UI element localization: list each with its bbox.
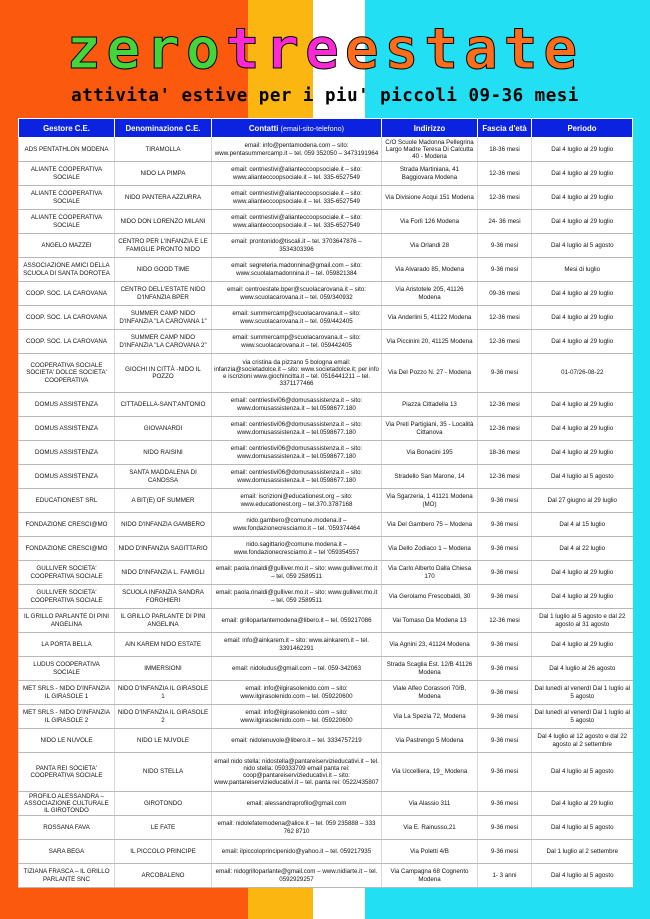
cell-periodo: 01-07/26-08-22 bbox=[532, 354, 633, 393]
table-row bbox=[19, 234, 633, 258]
table-row bbox=[19, 633, 633, 657]
cell-periodo: Dal 4 luglio al 29 luglio bbox=[532, 792, 633, 816]
cell-periodo: Dal lunedì al venerdì Dal 1 luglio al 5 agosto bbox=[532, 681, 633, 705]
header-contatti-note: (email-sito-telefono) bbox=[280, 123, 345, 133]
cell-contatti: via cristina da pizzano 5 bologna email: infanzia@societadolce.it – sito: www.societadolce.it; per info e iscrizioni www.giochincitta.it – tel. 0516441211 – tel. 3371177466 bbox=[212, 354, 382, 393]
table-header-row bbox=[19, 119, 633, 138]
cell-indirizzo: Via Piccinini 20, 41125 Modena bbox=[382, 330, 478, 354]
cell-periodo: Dal lunedì al venerdì Dal 1 luglio al 5 agosto bbox=[532, 705, 633, 729]
cell-denominazione: IL GRILLO PARLANTE DI PINI ANGELINA bbox=[115, 609, 212, 633]
header-denominazione: Denominazione C.E. bbox=[115, 119, 212, 138]
cell-contatti: email: centriestivi06@domusassistenza.it – sito: www.domusassistenza.it – tel.0598677.180 bbox=[212, 393, 382, 417]
cell-fascia: 9-36 mesi bbox=[478, 840, 532, 864]
table-row bbox=[19, 417, 633, 441]
cell-contatti: email: summercamp@scuolacarovana.it – sito: www.scuolacarovana.it – tel. 059442405 bbox=[212, 330, 382, 354]
cell-indirizzo: Via E. Rainusso,21 bbox=[382, 816, 478, 840]
cell-contatti: email: prontonido@tiscali.it – tel. 3703647876 – 3534303396 bbox=[212, 234, 382, 258]
cell-fascia: 9-36 mesi bbox=[478, 729, 532, 753]
cell-periodo: Dal 4 luglio al 29 luglio bbox=[532, 393, 633, 417]
cell-gestore: COOP. SOC. LA CAROVANA bbox=[19, 306, 115, 330]
cell-periodo: Dal 4 luglio al 29 luglio bbox=[532, 162, 633, 186]
table-row bbox=[19, 792, 633, 816]
cell-fascia: 12-36 mesi bbox=[478, 330, 532, 354]
cell-contatti: email: info@ilgirasolenido.com – sito: www.ilgirasolenido.com – tel. 059220600 bbox=[212, 705, 382, 729]
cell-gestore: GULLIVER SOCIETA' COOPERATIVA SOCIALE bbox=[19, 585, 115, 609]
cell-gestore: COOP. SOC. LA CAROVANA bbox=[19, 282, 115, 306]
cell-indirizzo: Via Poletti 4/B bbox=[382, 840, 478, 864]
cell-gestore: ASSOCIAZIONE AMICI DELLA SCUOLA DI SANTA DOROTEA bbox=[19, 258, 115, 282]
table-row bbox=[19, 489, 633, 513]
cell-contatti: email: grilloparlantemodena@libero.it – tel. 059217086 bbox=[212, 609, 382, 633]
cell-denominazione: LE FATE bbox=[115, 816, 212, 840]
cell-fascia: 12-36 mesi bbox=[478, 465, 532, 489]
cell-fascia: 9-36 mesi bbox=[478, 561, 532, 585]
cell-fascia: 9-36 mesi bbox=[478, 258, 532, 282]
table-row bbox=[19, 609, 633, 633]
cell-indirizzo: Via Bonacini 195 bbox=[382, 441, 478, 465]
cell-indirizzo: Via Alassio 311 bbox=[382, 792, 478, 816]
cell-gestore: DOMUS ASSISTENZA bbox=[19, 465, 115, 489]
cell-gestore: ALIANTE COOPERATIVA SOCIALE bbox=[19, 162, 115, 186]
cell-fascia: 12-36 mesi bbox=[478, 417, 532, 441]
cell-fascia: 12-36 mesi bbox=[478, 393, 532, 417]
header-gestore: Gestore C.E. bbox=[19, 119, 115, 138]
cell-denominazione: IMMERSIONI bbox=[115, 657, 212, 681]
cell-contatti: email: nidolefatemodena@alice.it – tel. 059 235888 – 333 762 8710 bbox=[212, 816, 382, 840]
cell-gestore: ANGELO MAZZEI bbox=[19, 234, 115, 258]
cell-indirizzo: C/O Scuole Madonna Pellegrina Largo Madre Teresa Di Calcutta 40 - Modena bbox=[382, 138, 478, 162]
cell-periodo: Dal 4 luglio al 29 luglio bbox=[532, 561, 633, 585]
cell-indirizzo: Strada Scaglia Est. 12/B 41126 Modena bbox=[382, 657, 478, 681]
cell-gestore: DOMUS ASSISTENZA bbox=[19, 441, 115, 465]
cell-fascia: 18-36 mesi bbox=[478, 441, 532, 465]
cell-contatti: email: paola.rinaldi@gulliver.mo.it – sito: www.gulliver.mo.it – tel. 059 2589511 bbox=[212, 561, 382, 585]
cell-periodo: Dal 4 luglio al 5 agosto bbox=[532, 864, 633, 888]
cell-fascia: 9-36 mesi bbox=[478, 234, 532, 258]
cell-denominazione: CITTADELLA-SANT'ANTONIO bbox=[115, 393, 212, 417]
cell-periodo: Dal 4 luglio al 29 luglio bbox=[532, 186, 633, 210]
cell-periodo: Dal 4 luglio al 29 luglio bbox=[532, 306, 633, 330]
cell-gestore: MET SRLS - NIDO D'INFANZIA IL GIRASOLE 2 bbox=[19, 705, 115, 729]
cell-fascia: 9-36 mesi bbox=[478, 753, 532, 792]
header-contatti bbox=[212, 119, 382, 138]
cell-periodo: Dal 4 al 22 luglio bbox=[532, 537, 633, 561]
centers-table bbox=[18, 118, 633, 888]
cell-indirizzo: Via La Spezia 72, Modena bbox=[382, 705, 478, 729]
table-row bbox=[19, 306, 633, 330]
cell-contatti: email: iscrizioni@educationest.org – sito: www.educationest.org – tel.370.3787168 bbox=[212, 489, 382, 513]
cell-fascia: 24- 36 mesi bbox=[478, 210, 532, 234]
cell-fascia: 12-36 mesi bbox=[478, 162, 532, 186]
cell-periodo: Dal 4 luglio al 12 agosto e dal 22 agosto al 2 settembre bbox=[532, 729, 633, 753]
cell-periodo: Dal 4 luglio al 26 agosto bbox=[532, 657, 633, 681]
cell-gestore: LUDUS COOPERATIVA SOCIALE bbox=[19, 657, 115, 681]
cell-denominazione: SCUOLA INFANZIA SANDRA FORGHIERI bbox=[115, 585, 212, 609]
table-row bbox=[19, 537, 633, 561]
cell-gestore: COOPERATIVA SOCIALE SOCIETA' DOLCE SOCIETA' COOPERATIVA bbox=[19, 354, 115, 393]
cell-fascia: 9-36 mesi bbox=[478, 513, 532, 537]
cell-periodo: Dal 4 luglio al 5 agosto bbox=[532, 234, 633, 258]
cell-gestore: ALIANTE COOPERATIVA SOCIALE bbox=[19, 210, 115, 234]
cell-fascia: 12-36 mesi bbox=[478, 306, 532, 330]
cell-denominazione: NIDO D'INFANZIA IL GIRASOLE 1 bbox=[115, 681, 212, 705]
cell-denominazione: SUMMER CAMP NIDO D'INFANZIA "LA CAROVANA 1" bbox=[115, 306, 212, 330]
cell-fascia: 09-36 mesi bbox=[478, 282, 532, 306]
table-row bbox=[19, 282, 633, 306]
cell-gestore: PROFILO ALESSANDRA – ASSOCIAZIONE CULTURALE IL GIROTONDO bbox=[19, 792, 115, 816]
cell-gestore: ADS PENTATHLON MODENA bbox=[19, 138, 115, 162]
cell-gestore: LA PORTA BELLA bbox=[19, 633, 115, 657]
cell-indirizzo: Via Alvarado 85, Modena bbox=[382, 258, 478, 282]
cell-indirizzo: Via Del Gambero 75 – Modena bbox=[382, 513, 478, 537]
cell-periodo: Dal 4 luglio al 5 agosto bbox=[532, 753, 633, 792]
table-row bbox=[19, 330, 633, 354]
page-title bbox=[0, 18, 650, 82]
table-row bbox=[19, 465, 633, 489]
table-body bbox=[19, 138, 633, 888]
table-row bbox=[19, 729, 633, 753]
cell-indirizzo: Vai Tomaso Da Modena 13 bbox=[382, 609, 478, 633]
table-row bbox=[19, 753, 633, 792]
cell-denominazione: SUMMER CAMP NIDO D'INFANZIA "LA CAROVANA 2" bbox=[115, 330, 212, 354]
cell-contatti: email: centriestivi06@domusassistenza.it – sito: www.domusassistenza.it – tel.0598677.180 bbox=[212, 417, 382, 441]
table-row bbox=[19, 513, 633, 537]
cell-indirizzo: Via Uccelliera, 19_ Modena bbox=[382, 753, 478, 792]
cell-contatti: email: segreteria.madonnina@gmail.com – sito: www.scuolalamadonnina.it – tel. 059821384 bbox=[212, 258, 382, 282]
cell-periodo: Dal 4 al 15 luglio bbox=[532, 513, 633, 537]
cell-gestore: ROSSANA FAVA bbox=[19, 816, 115, 840]
header-periodo: Periodo bbox=[532, 119, 633, 138]
cell-denominazione: NIDO LE NUVOLE bbox=[115, 729, 212, 753]
cell-denominazione: NIDO D'INFANZIA L. FAMIGLI bbox=[115, 561, 212, 585]
cell-denominazione: IL PICCOLO PRINCIPE bbox=[115, 840, 212, 864]
cell-denominazione: AIN KAREM NIDO ESTATE bbox=[115, 633, 212, 657]
cell-indirizzo: Piazza Cittadella 13 bbox=[382, 393, 478, 417]
table-row bbox=[19, 705, 633, 729]
cell-gestore: NIDO LE NUVOLE bbox=[19, 729, 115, 753]
cell-indirizzo: Via Del Pozzo N. 27 - Modena bbox=[382, 354, 478, 393]
page-subtitle: attivita' estive per i piu' piccoli 09-36 mesi bbox=[71, 86, 579, 106]
cell-indirizzo: Via Divisione Acqui 151 Modena bbox=[382, 186, 478, 210]
cell-indirizzo: Via Preti Partigiani, 35 - Località Cittanova bbox=[382, 417, 478, 441]
cell-periodo: Dal 4 luglio al 5 agosto bbox=[532, 465, 633, 489]
cell-denominazione: GIROTONDO bbox=[115, 792, 212, 816]
cell-indirizzo: Via Dello Zodiaco 1 – Modena bbox=[382, 537, 478, 561]
cell-periodo: Dal 1 luglio al 2 settembre bbox=[532, 840, 633, 864]
cell-denominazione: NIDO PANTERA AZZURRA bbox=[115, 186, 212, 210]
cell-indirizzo: Via Campagna 68 Cognento Modena bbox=[382, 864, 478, 888]
cell-indirizzo: Stradello San Marone, 14 bbox=[382, 465, 478, 489]
cell-gestore: SARA BEGA bbox=[19, 840, 115, 864]
cell-gestore: TIZIANA FRASCA – IL GRILLO PARLANTE SNC bbox=[19, 864, 115, 888]
cell-fascia: 1- 3 anni bbox=[478, 864, 532, 888]
table-row bbox=[19, 657, 633, 681]
cell-gestore: FONDAZIONE CRESCI@MO bbox=[19, 513, 115, 537]
cell-periodo: Dal 4 luglio al 29 luglio bbox=[532, 633, 633, 657]
cell-fascia: 9-36 mesi bbox=[478, 705, 532, 729]
cell-periodo: Dal 4 luglio al 29 luglio bbox=[532, 210, 633, 234]
table-row bbox=[19, 210, 633, 234]
cell-contatti: email: centriestivi06@domusassistenza.it – sito: www.domusassistenza.it – tel.0598677.180 bbox=[212, 441, 382, 465]
cell-contatti: email: centroestate.bper@scuolacarovana.it – sito: www.scuolacarovana.it – tel. 059/340932 bbox=[212, 282, 382, 306]
cell-periodo: Dal 1 luglio al 5 agosto e dal 22 agosto al 31 agosto bbox=[532, 609, 633, 633]
cell-fascia: 12-36 mesi bbox=[478, 609, 532, 633]
cell-denominazione: NIDO RAISINI bbox=[115, 441, 212, 465]
cell-fascia: 9-36 mesi bbox=[478, 681, 532, 705]
cell-periodo: Dal 4 luglio al 29 luglio bbox=[532, 282, 633, 306]
cell-fascia: 9-36 mesi bbox=[478, 792, 532, 816]
cell-gestore: EDUCATIONEST SRL bbox=[19, 489, 115, 513]
cell-fascia: 9-36 mesi bbox=[478, 585, 532, 609]
cell-gestore: GULLIVER SOCIETA' COOPERATIVA SOCIALE bbox=[19, 561, 115, 585]
cell-fascia: 9-36 mesi bbox=[478, 657, 532, 681]
cell-gestore: ALIANTE COOPERATIVA SOCIALE bbox=[19, 186, 115, 210]
cell-contatti: email: nidogrilloparlante@gmail.com – www.nidiarte.it – tel. 0592929257 bbox=[212, 864, 382, 888]
cell-contatti: email: info@ainkarem.it – sito: www.ainkarem.it – tel. 3391462291 bbox=[212, 633, 382, 657]
table-row bbox=[19, 258, 633, 282]
cell-indirizzo: Via Gerolamo Frescobaldi, 30 bbox=[382, 585, 478, 609]
cell-fascia: 12-36 mesi bbox=[478, 186, 532, 210]
cell-contatti: email: ilpiccoloprincipenido@yahoo.it – tel. 059217935 bbox=[212, 840, 382, 864]
cell-periodo: Dal 4 luglio al 29 luglio bbox=[532, 441, 633, 465]
cell-denominazione: CENTRO DELL'ESTATE NIDO D'INFANZIA BPER bbox=[115, 282, 212, 306]
cell-contatti: email: nidoludus@gmail.com – tel. 059-342063 bbox=[212, 657, 382, 681]
cell-gestore: COOP. SOC. LA CAROVANA bbox=[19, 330, 115, 354]
cell-periodo: Dal 4 luglio al 29 luglio bbox=[532, 330, 633, 354]
cell-gestore: MET SRLS - NIDO D'INFANZIA IL GIRASOLE 1 bbox=[19, 681, 115, 705]
title-estate: estate bbox=[344, 17, 584, 82]
header-indirizzo: Indirizzo bbox=[382, 119, 478, 138]
table-row bbox=[19, 186, 633, 210]
cell-periodo: Dal 4 luglio al 29 luglio bbox=[532, 585, 633, 609]
cell-denominazione: NIDO GOOD TIME bbox=[115, 258, 212, 282]
cell-contatti: email: centriestivi@alianteccoopsociale.it – sito: www.alianteccoopsociale.it – tel. 335-6527549 bbox=[212, 162, 382, 186]
cell-periodo: Mesi di luglio bbox=[532, 258, 633, 282]
cell-indirizzo: Via Pastrengo 5 Modena bbox=[382, 729, 478, 753]
table-row bbox=[19, 354, 633, 393]
cell-gestore: FONDAZIONE CRESCI@MO bbox=[19, 537, 115, 561]
title-zero: zero bbox=[66, 17, 226, 82]
cell-contatti: email: info@pentamodena.com – sito: www.pentasummercamp.it – tel. 059 352050 – 3473191964 bbox=[212, 138, 382, 162]
cell-contatti: email: centriestivi@alianteccoopsociale.it – sito: www.alianteccoopsociale.it – tel. 335-6527549 bbox=[212, 210, 382, 234]
cell-periodo: Dal 4 luglio al 5 agosto bbox=[532, 816, 633, 840]
cell-contatti: email: info@ilgirasolenido.com – sito: www.ilgirasolenido.com – tel. 059220600 bbox=[212, 681, 382, 705]
table-row bbox=[19, 816, 633, 840]
cell-indirizzo: Via Orlandi 28 bbox=[382, 234, 478, 258]
cell-indirizzo: Via Carlo Alberto Dalla Chiesa 170 bbox=[382, 561, 478, 585]
cell-contatti: email: summercamp@scuolacarovana.it – sito: www.scuolacarovana.it – tel. 059/442405 bbox=[212, 306, 382, 330]
cell-denominazione: NIDO D'INFANZIA SAGITTARIO bbox=[115, 537, 212, 561]
cell-denominazione: TIRAMOLLA bbox=[115, 138, 212, 162]
cell-contatti: email: centriestivi06@domusassistenza.it – sito: www.domusassistenza.it – tel.0598677.180 bbox=[212, 465, 382, 489]
cell-fascia: 9-36 mesi bbox=[478, 354, 532, 393]
cell-indirizzo: Via Forlì 126 Modena bbox=[382, 210, 478, 234]
table-row bbox=[19, 162, 633, 186]
table-row bbox=[19, 864, 633, 888]
header-fascia: Fascia d'età bbox=[478, 119, 532, 138]
cell-fascia: 18-36 mesi bbox=[478, 138, 532, 162]
cell-periodo: Dal 4 luglio al 29 luglio bbox=[532, 138, 633, 162]
cell-denominazione: NIDO D'INFANZIA GAMBERO bbox=[115, 513, 212, 537]
table-row bbox=[19, 585, 633, 609]
cell-contatti: email: paola.rinaldi@gulliver.mo.it – sito: www.gulliver.mo.it – tel. 059 2589511 bbox=[212, 585, 382, 609]
cell-denominazione: ARCOBALENO bbox=[115, 864, 212, 888]
cell-indirizzo: Via Sgarzeria, 1 41121 Modena (MO) bbox=[382, 489, 478, 513]
cell-denominazione: GIOVANARDI bbox=[115, 417, 212, 441]
cell-denominazione: NIDO D'INFANZIA IL GIRASOLE 2 bbox=[115, 705, 212, 729]
title-tre: tre bbox=[225, 17, 345, 82]
cell-contatti: email nido stella: nidostella@pantareiservizieducativi.it – tel. nido stella: 059333709 email panta rei: coop@pantareiservizieducativi.it – sito: www.pantareiservizieducativi.it – tel. panta rei: 0522/435807 bbox=[212, 753, 382, 792]
table-row bbox=[19, 393, 633, 417]
cell-indirizzo: Strada Martiniana, 41 Baggiovara Modena bbox=[382, 162, 478, 186]
cell-fascia: 9-36 mesi bbox=[478, 816, 532, 840]
header-contatti-label: Contatti bbox=[248, 123, 279, 133]
cell-denominazione: GIOCHI IN CITTÀ -NIDO IL POZZO bbox=[115, 354, 212, 393]
cell-denominazione: NIDO LA PIMPA bbox=[115, 162, 212, 186]
table-row bbox=[19, 138, 633, 162]
cell-contatti: nido.sagittario@comune.modena.it – www.fondazionecresciamo.it – tel '059354557 bbox=[212, 537, 382, 561]
cell-denominazione: CENTRO PER L'INFANZIA E LE FAMIGLIE PRONTO NIDO bbox=[115, 234, 212, 258]
cell-gestore: DOMUS ASSISTENZA bbox=[19, 417, 115, 441]
cell-periodo: Dal 27 giugno al 29 luglio bbox=[532, 489, 633, 513]
table-row bbox=[19, 441, 633, 465]
cell-indirizzo: Via Agnini 23, 41124 Modena bbox=[382, 633, 478, 657]
cell-denominazione: A BIT(E) OF SUMMER bbox=[115, 489, 212, 513]
cell-contatti: email: nidolenuvole@libero.it – tel. 3334757219 bbox=[212, 729, 382, 753]
cell-indirizzo: Via Anderlini 5, 41122 Modena bbox=[382, 306, 478, 330]
table-row bbox=[19, 840, 633, 864]
cell-gestore: IL GRILLO PARLANTE DI PINI ANGELINA bbox=[19, 609, 115, 633]
cell-contatti: email: centriestivi@alianteccoopsociale.it – sito: www.alianteccoopsociale.it – tel. 335-6527549 bbox=[212, 186, 382, 210]
cell-contatti: nido.gambero@comune.modena.it – www.fondazionecresciamo.it – tel. '059374464 bbox=[212, 513, 382, 537]
cell-fascia: 9-36 mesi bbox=[478, 537, 532, 561]
cell-indirizzo: Via Aristotele 205, 41126 Modena bbox=[382, 282, 478, 306]
cell-gestore: PANTA REI SOCIETA' COOPERATIVA SOCIALE bbox=[19, 753, 115, 792]
cell-fascia: 9-36 mesi bbox=[478, 633, 532, 657]
table-row bbox=[19, 561, 633, 585]
cell-denominazione: NIDO STELLA bbox=[115, 753, 212, 792]
cell-fascia: 9-36 mesi bbox=[478, 489, 532, 513]
cell-gestore: DOMUS ASSISTENZA bbox=[19, 393, 115, 417]
cell-indirizzo: Viale Alfeo Corassori 70/B, Modena bbox=[382, 681, 478, 705]
cell-contatti: email: alessandraprofilo@gmail.com bbox=[212, 792, 382, 816]
cell-denominazione: NIDO DON LORENZO MILANI bbox=[115, 210, 212, 234]
cell-denominazione: SANTA MADDALENA DI CANOSSA bbox=[115, 465, 212, 489]
table-row bbox=[19, 681, 633, 705]
cell-periodo: Dal 4 luglio al 29 luglio bbox=[532, 417, 633, 441]
